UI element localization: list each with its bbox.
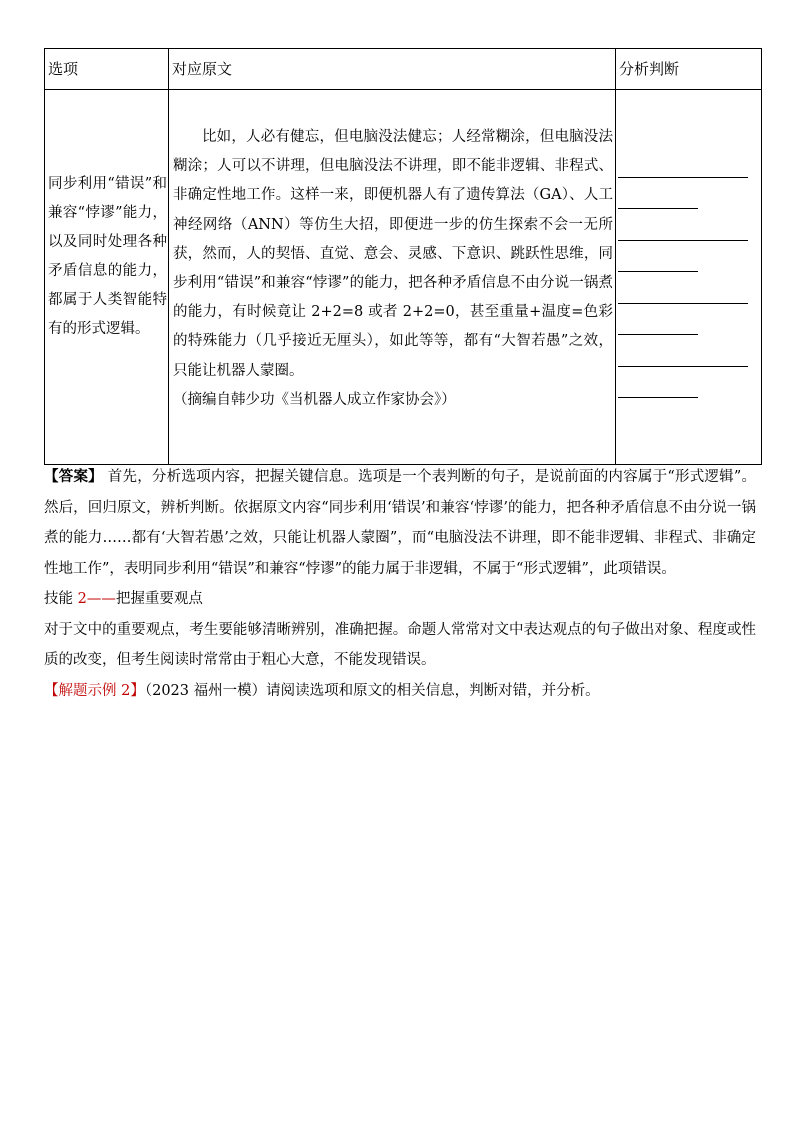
answer-blank-line[interactable] bbox=[618, 304, 698, 336]
answer-label: 【答案】 bbox=[44, 468, 103, 485]
answer-blank-line[interactable] bbox=[618, 241, 698, 273]
answer-blank-line[interactable] bbox=[618, 146, 748, 178]
example-label: 【解题示例 2】 bbox=[44, 682, 145, 699]
answer-blanks bbox=[616, 90, 761, 398]
original-cell bbox=[169, 90, 616, 465]
skill-title: 把握重要观点 bbox=[115, 591, 203, 607]
header-judgment: 分析判断 bbox=[616, 49, 762, 90]
header-original-text: 对应原文 bbox=[169, 49, 616, 90]
header-option: 选项 bbox=[45, 49, 169, 90]
answer-blank-line[interactable] bbox=[618, 272, 748, 304]
answer-blank-line[interactable] bbox=[618, 367, 698, 399]
option-text: 同步利用“错误”和兼容“悖谬”能力，以及同时处理各种矛盾信息的能力，都属于人类智能特有的形式逻辑。 bbox=[48, 176, 167, 337]
table-header-row bbox=[45, 49, 762, 90]
source-citation: （摘编自韩少功《当机器人成立作家协会》） bbox=[173, 391, 456, 408]
analysis-section bbox=[44, 462, 756, 706]
example-text: （2023 福州一模）请阅读选项和原文的相关信息，判断对错，并分析。 bbox=[144, 682, 600, 699]
original-text-block bbox=[169, 90, 615, 415]
answer-blank-line[interactable] bbox=[618, 178, 698, 210]
answer-blank-line[interactable] bbox=[618, 335, 748, 367]
option-cell bbox=[45, 90, 169, 465]
table-row bbox=[45, 90, 762, 465]
original-text: 比如，人必有健忘，但电脑没法健忘；人经常糊涂，但电脑没法糊涂；人可以不讲理，但电脑没法不讲理，即不能非逻辑、非程式、非确定性地工作。这样一来，即便机器人有了遗传算法（GA）、人工神经网络（ANN）等仿生大招，即便进一步的仿生探索不会一无所获，然而，人的契悟、直觉、意会、灵感、下意识、跳跃性思维，同步利用“错误”和兼容“悖谬”的能力，把各种矛盾信息不由分说一锅煮的能力，有时候竟让 2+2=8 或者 2+2=0，甚至重量+温度=色彩的特殊能力（几乎接近无厘头），如此等等，都有“大智若愚”之效，只能让机器人蒙圈。 bbox=[173, 129, 613, 379]
skill-number: 2—— bbox=[77, 591, 116, 607]
answer-blank-line[interactable] bbox=[618, 209, 748, 241]
answer-text: 首先，分析选项内容，把握关键信息。选项是一个表判断的句子，是说前面的内容属于“形式逻辑”。然后，回归原文，辨析判断。依据原文内容“同步利用‘错误’和兼容‘悖谬’的能力，把各种矛盾信息不由分说一锅煮的能力……都有‘大智若愚’之效，只能让机器人蒙圈”，而“电脑没法不讲理，即不能非逻辑、非程式、非确定性地工作”，表明同步利用“错误”和兼容“悖谬”的能力属于非逻辑，不属于“形式逻辑”，此项错误。 bbox=[44, 469, 757, 577]
answer-paragraph bbox=[44, 462, 756, 584]
body-paragraph: 对于文中的重要观点，考生要能够清晰辨别，准确把握。命题人常常对文中表达观点的句子做出对象、程度或性质的改变，但考生阅读时常常由于粗心大意，不能发现错误。 bbox=[44, 621, 756, 668]
skill-prefix: 技能 bbox=[44, 591, 73, 607]
skill-heading bbox=[44, 584, 756, 615]
example-paragraph bbox=[44, 676, 756, 707]
analysis-table bbox=[44, 48, 762, 465]
judgment-cell bbox=[616, 90, 762, 465]
